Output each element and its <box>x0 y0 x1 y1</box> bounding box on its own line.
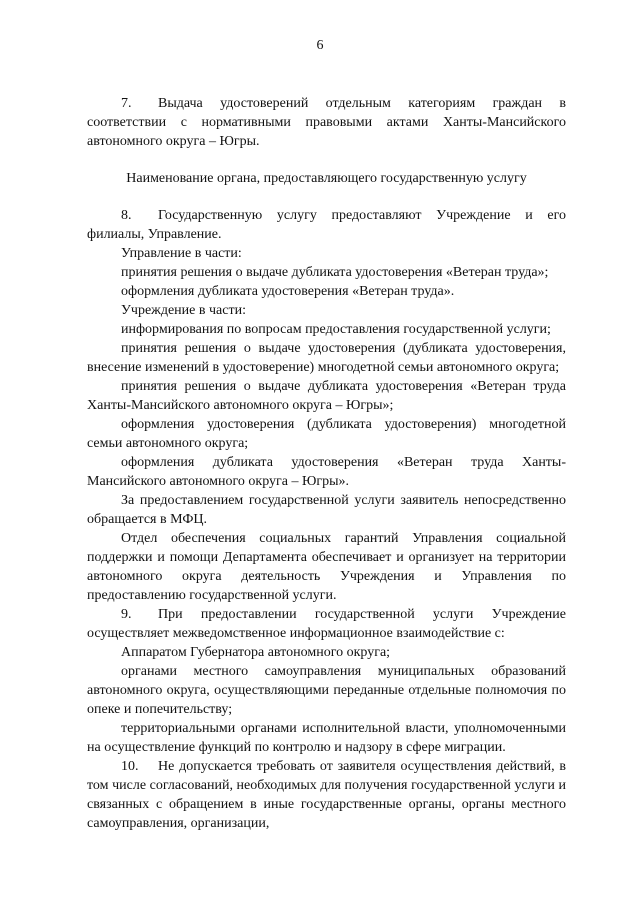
paragraph: Отдел обеспечения социальных гарантий Управления социальной поддержки и помощи Департамента обеспечивает и организует на территории автономного округа деятельность Учреждения и Управления по предоставлению государственной услуги. <box>87 531 566 603</box>
section-8-text: Государственную услугу предоставляют Учреждение и его филиалы, Управление. <box>87 208 566 242</box>
section-7-text: Выдача удостоверений отдельным категориям граждан в соответствии с нормативными правовыми актами Ханты-Мансийского автономного округа – Югры. <box>87 96 566 149</box>
document-body <box>87 94 566 833</box>
section-8 <box>87 206 566 244</box>
section-7-number: 7. <box>121 96 132 111</box>
paragraph: оформления дубликата удостоверения «Ветеран труда». <box>121 284 455 299</box>
paragraph: принятия решения о выдаче дубликата удостоверения «Ветеран труда»; <box>121 265 549 280</box>
paragraph: принятия решения о выдаче удостоверения (дубликата удостоверения, внесение изменений в удостоверение) многодетной семьи автономного округа; <box>87 341 566 375</box>
section-10 <box>87 757 566 833</box>
section-9-text: При предоставлении государственной услуги Учреждение осуществляет межведомственное информационное взаимодействие с: <box>87 607 566 641</box>
page-number: 6 <box>316 38 324 53</box>
section-9-number: 9. <box>121 607 132 622</box>
section-7 <box>87 94 566 151</box>
section-10-number: 10. <box>121 759 139 774</box>
paragraph: оформления дубликата удостоверения «Ветеран труда Ханты-Мансийского автономного округа – Югры». <box>87 455 566 489</box>
paragraph: органами местного самоуправления муниципальных образований автономного округа, осуществляющими переданные отдельные полномочия по опеке и попечительству; <box>87 664 566 717</box>
paragraph: Учреждение в части: <box>121 303 246 318</box>
paragraph: оформления удостоверения (дубликата удостоверения) многодетной семьи автономного округа; <box>87 417 566 451</box>
section-heading: Наименование органа, предоставляющего государственную услугу <box>126 171 527 186</box>
section-9 <box>87 605 566 643</box>
section-10-text: Не допускается требовать от заявителя осуществления действий, в том числе согласований, необходимых для получения государственной услуги и связанных с обращением в иные государственные органы, органы местного самоуправления, организации, <box>87 759 566 831</box>
paragraph: За предоставлением государственной услуги заявитель непосредственно обращается в МФЦ. <box>87 493 566 527</box>
paragraph: территориальными органами исполнительной власти, уполномоченными на осуществление функций по контролю и надзору в сфере миграции. <box>87 721 566 755</box>
section-8-number: 8. <box>121 208 132 223</box>
paragraph: информирования по вопросам предоставления государственной услуги; <box>121 322 551 337</box>
paragraph: Аппаратом Губернатора автономного округа; <box>121 645 391 660</box>
paragraph: Управление в части: <box>121 246 242 261</box>
paragraph: принятия решения о выдаче дубликата удостоверения «Ветеран труда Ханты-Мансийского автономного округа – Югры»; <box>87 379 566 413</box>
